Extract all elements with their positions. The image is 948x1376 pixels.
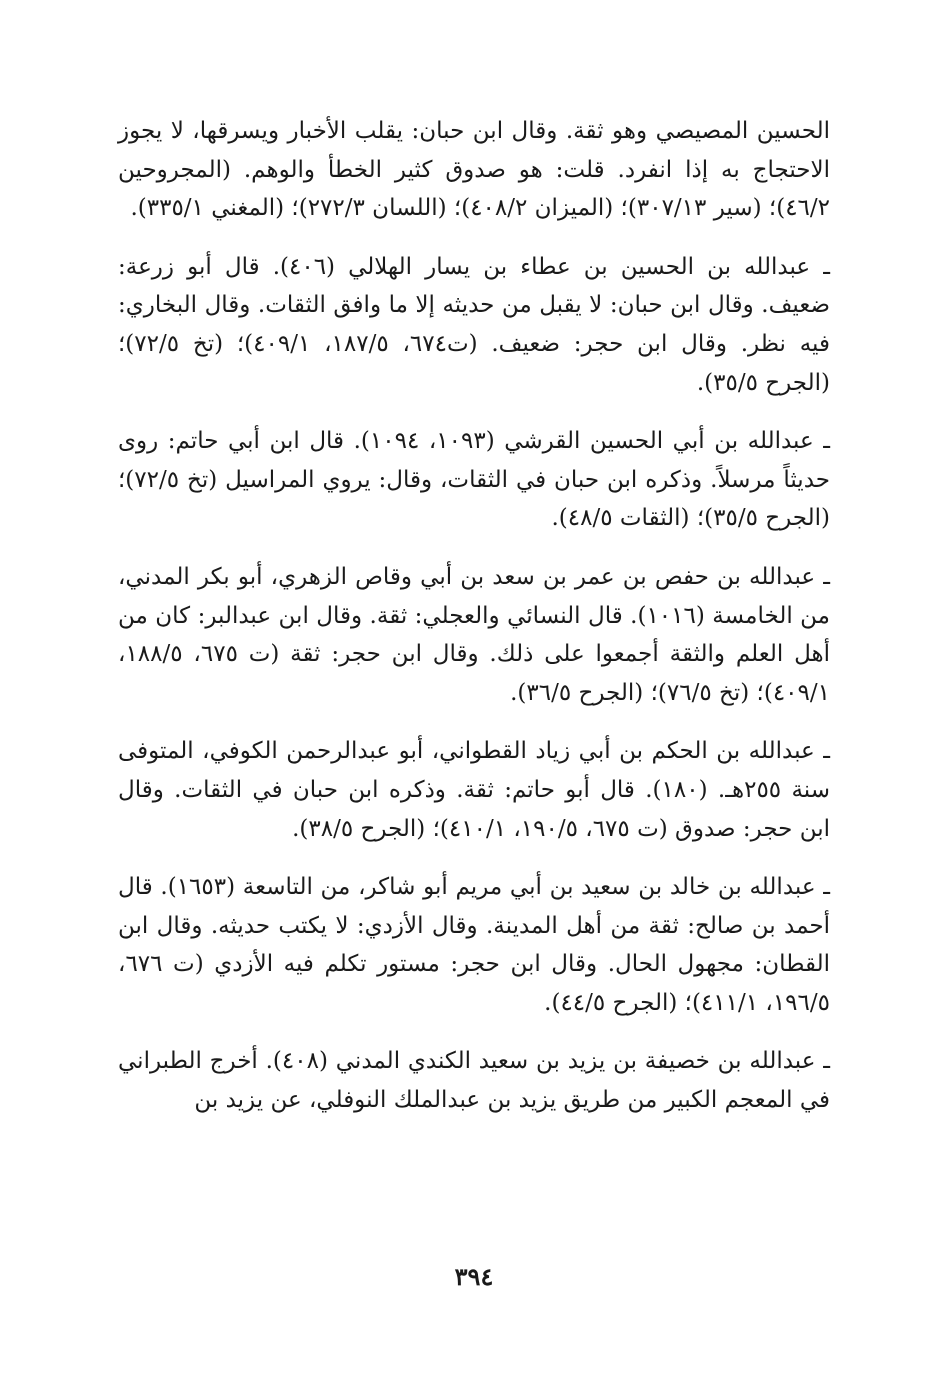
page-body (118, 112, 830, 1120)
entry-abdullah-ibn-khalid: ـ عبدالله بن خالد بن سعيد بن أبي مريم أبو شاكر، من التاسعة (١٦٥٣). قال أحمد بن صالح: ثقة من أهل المدينة. وقال الأزدي: لا يكتب حديثه. وقال ابن القطان: مجهول الحال. وقال ابن حجر: مستور تكلم فيه الأزدي (ت ٦٧٦، ١٩٦/٥، ٤١١/١)؛ (الجرح ٤٤/٥). (118, 874, 830, 1016)
entry-abdullah-ibn-abi-al-husayn: ـ عبدالله بن أبي الحسين القرشي (١٠٩٣، ١٠٩٤). قال ابن أبي حاتم: روى حديثاً مرسلاً. وذكره ابن حبان في الثقات، وقال: يروي المراسيل (تخ ٧٢/٥)؛ (الجرح ٣٥/٥)؛ (الثقات ٤٨/٥). (118, 428, 831, 532)
entry-abdullah-ibn-hafs: ـ عبدالله بن حفص بن عمر بن سعد بن أبي وقاص الزهري، أبو بكر المدني، من الخامسة (١٠١٦). قال النسائي والعجلي: ثقة. وقال ابن عبدالبر: كان من أهل العلم والثقة أجمعوا على ذلك. وقال ابن حجر: ثقة (ت ٦٧٥، ١٨٨/٥، ٤٠٩/١)؛ (تخ ٧٦/٥)؛ (الجرح ٣٦/٥). (118, 563, 831, 706)
entry-continuation: الحسين المصيصي وهو ثقة. وقال ابن حبان: يقلب الأخبار ويسرقها، لا يجوز الاحتجاج به إذا انفرد. قلت: هو صدوق كثير الخطأ والوهم. (المجروحين ٤٦/٢)؛ (سير ٣٠٧/١٣)؛ (الميزان ٤٠٨/٢)؛ (اللسان ٢٧٢/٣)؛ (المغني ٣٣٥/١). (118, 118, 830, 222)
entry-abdullah-ibn-khusayfa: ـ عبدالله بن خصيفة بن يزيد بن سعيد الكندي المدني (٤٠٨). أخرج الطبراني في المعجم الكبير من طريق يزيد بن عبدالملك النوفلي، عن يزيد بن (118, 1048, 830, 1114)
entry-abdullah-ibn-al-husayn-ibn-ata: ـ عبدالله بن الحسين بن عطاء بن يسار الهلالي (٤٠٦). قال أبو زرعة: ضعيف. وقال ابن حبان: لا يقبل من حديثه إلا ما وافق الثقات. وقال البخاري: فيه نظر. وقال ابن حجر: ضعيف. (ت٦٧٤، ١٨٧/٥، ٤٠٩/١)؛ (تخ ٧٢/٥)؛ (الجرح ٣٥/٥). (118, 253, 830, 396)
entry-abdullah-ibn-al-hakam: ـ عبدالله بن الحكم بن أبي زياد القطواني، أبو عبدالرحمن الكوفي، المتوفى سنة ٢٥٥هـ. (١٨٠). قال أبو حاتم: ثقة. وذكره ابن حبان في الثقات. وقال ابن حجر: صدوق (ت ٦٧٥، ١٩٠/٥، ٤١٠/١)؛ (الجرح ٣٨/٥). (118, 738, 831, 842)
page-number: ٣٩٤ (454, 1262, 494, 1291)
